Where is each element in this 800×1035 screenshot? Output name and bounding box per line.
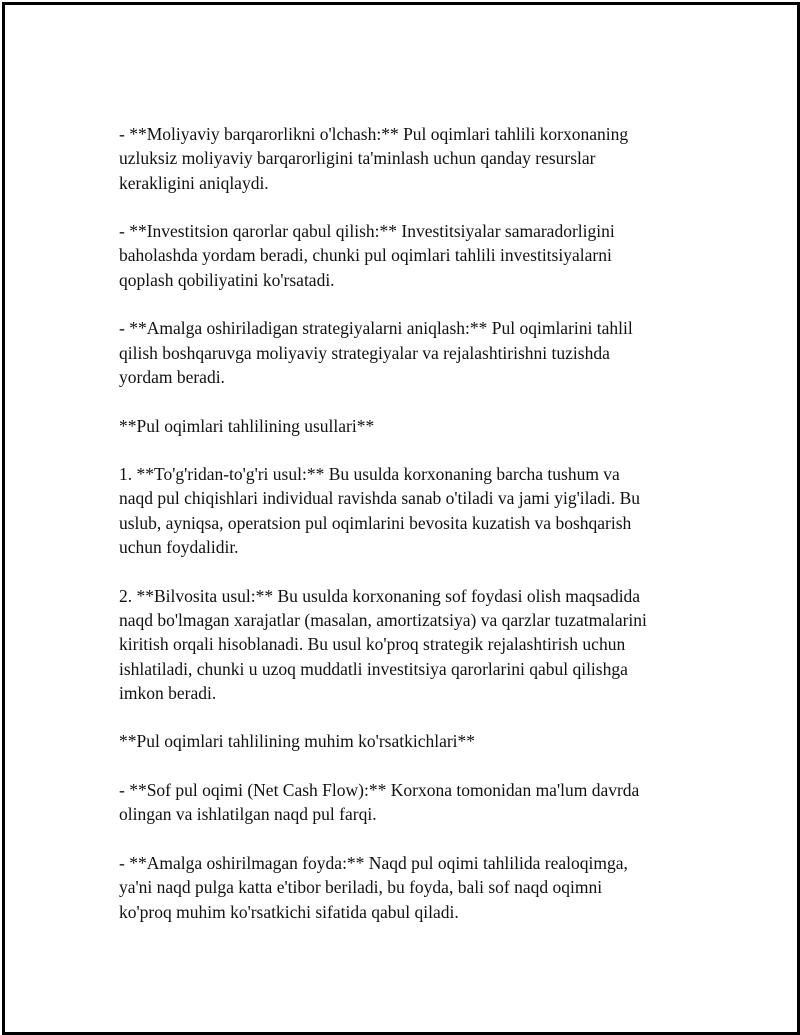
- page-frame: [2, 2, 800, 1035]
- paragraph-direct-method: 1. **To'g'ridan-to'g'ri usul:** Bu usulda korxonaning barcha tushum va naqd pul chiqishlari individual ravishda sanab o'tiladi va jami yig'iladi. Bu uslub, ayniqsa, operatsion pul oqimlarini bevosita kuzatish va boshqarish uchun foydalidir.: [119, 464, 641, 558]
- paragraph-net-cash-flow: - **Sof pul oqimi (Net Cash Flow):** Korxona tomonidan ma'lum davrda olingan va ishlatilgan naqd pul farqi.: [119, 780, 640, 825]
- paragraph-financial-stability: - **Moliyaviy barqarorlikni o'lchash:** Pul oqimlari tahlili korxonaning uzluksiz moliyaviy barqarorligini ta'minlash uchun qanday resurslar kerakligini aniqlaydi.: [119, 124, 629, 193]
- section-heading-methods: **Pul oqimlari tahlilining usullari**: [119, 415, 375, 436]
- paragraph-unrealized-profit: - **Amalga oshirilmagan foyda:** Naqd pul oqimi tahlilida realoqimga, ya'ni naqd pulga katta e'tibor beriladi, bu foyda, bali sof naqd oqimni ko'proq muhim ko'rsatkichi sifatida qabul qiladi.: [119, 852, 628, 922]
- section-heading-indicators: **Pul oqimlari tahlilining muhim ko'rsatkichlari**: [119, 731, 476, 752]
- paragraph-investment-decisions: - **Investitsion qarorlar qabul qilish:** Investitsiyalar samaradorligini baholashda yordam beradi, chunki pul oqimlari tahlili investitsiyalarni qoplash qobiliyatini ko'rsatadi.: [119, 221, 615, 290]
- paragraph-strategies: - **Amalga oshiriladigan strategiyalarni aniqlash:** Pul oqimlarini tahlil qilish boshqaruvga moliyaviy strategiyalar va rejalashtirishni tuzishda yordam beradi.: [119, 318, 633, 387]
- paragraph-indirect-method: 2. **Bilvosita usul:** Bu usulda korxonaning sof foydasi olish maqsadida naqd bo'lmagan xarajatlar (masalan, amortizatsiya) va qarzlar tuzatmalarini kiritish orqali hisoblanadi. Bu usul ko'proq strategik rejalashtirish uchun ishlatiladi, chunki u uzoq muddatli investitsiya qarorlarini qabul qilishga imkon beradi.: [119, 585, 647, 703]
- document-body: [119, 122, 699, 924]
